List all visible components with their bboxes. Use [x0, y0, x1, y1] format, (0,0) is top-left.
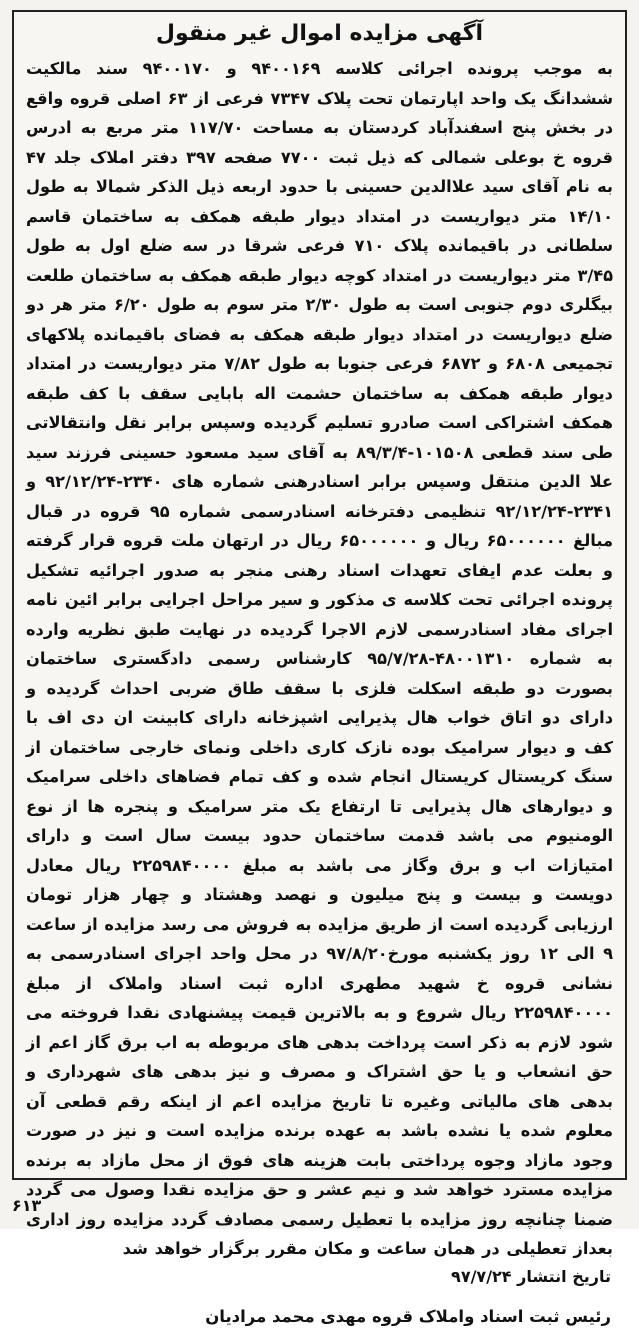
- page-number: ۶۱۳: [12, 1196, 42, 1215]
- notice-title: آگهی مزایده اموال غیر منقول: [155, 21, 484, 46]
- notice-body: به موجب پرونده اجرائی کلاسه ۹۴۰۰۱۶۹ و ۹۴۰۰۱۷۰ سند مالکیت ششدانگ یک واحد اپارتمان تحت پلاک ۷۳۴۷ فرعی از ۶۳ اصلی قروه واقع در بخش پنج اسفندآباد کردستان به مساحت ۱۱۷/۷۰ متر مربع به ادرس قروه خ بوعلی شمالی که ذیل ثبت ۷۷۰۰ صفحه ۳۹۷ دفتر املاک جلد ۴۷ به نام آقای سید علاالدین حسینی با حدود اربعه ذیل الذکر شمالا به طول ۱۴/۱۰ متر دیواریست در امتداد دیوار طبقه همکف به ساختمان قاسم سلطانی در باقیمانده پلاک ۷۱۰ فرعی شرقا در سه ضلع اول به طول ۳/۴۵ متر دیواریست در امتداد کوچه دیوار طبقه همکف به ساختمان طلعت بیگلری دوم جنوبی است به طول ۲/۳۰ متر سوم به طول ۶/۲۰ متر هر دو ضلع دیواریست در امتداد دیوار طبقه همکف به فضای باقیمانده پلاکهای تجمیعی ۶۸۰۸ و ۶۸۷۲ فرعی جنوبا به طول ۷/۸۲ متر دیواریست در امتداد دیوار طبقه همکف به ساختمان حشمت اله بابایی سقف با کف طبقه همکف اشتراکی است صادرو تسلیم گردیده وسپس برابر نقل وانتقالاتی طی سند قطعی ۱۰۱۵۰۸-۸۹/۳/۴ به آقای سید مسعود حسینی فرزند سید علا الدین منتقل وسپس برابر اسنادرهنی شماره های ۲۳۴۰-۹۲/۱۲/۲۴ و ۲۳۴۱-۹۲/۱۲/۲۴ تنظیمی دفترخانه اسنادرسمی شماره ۹۵ قروه در قبال مبالغ ۶۵۰۰۰۰۰۰ ریال و ۶۵۰۰۰۰۰۰ ریال در ارتهان ملت قروه قرار گرفته و بعلت عدم ایفای تعهدات اسناد رهنی منجر به صدور اجرائیه تشکیل پرونده اجرائی تحت کلاسه ی مذکور و سیر مراحل اجرایی برابر ائین نامه اجرای مفاد اسنادرسمی لازم الاجرا گردیده در نهایت طبق نظریه وارده به شماره ۴۸۰۰۱۳۱۰-۹۵/۷/۲۸ کارشناس رسمی دادگستری ساختمان بصورت دو طبقه اسکلت فلزی با سقف طاق ضربی احداث گردیده و دارای دو اتاق خواب هال پذیرایی اشپزخانه دارای کابینت ان دی اف با کف و دیوار سرامیک بوده نازک کاری داخلی ونمای خارجی ساختمان از سنگ کریستال کریستال انجام شده و کف تمام فضاهای داخلی سرامیک و دیوارهای هال پذیرایی تا ارتفاع یک متر سرامیک و پنجره ها از نوع الومنیوم می باشد قدمت ساختمان حدود بیست سال است و دارای امتیازات اب و برق وگاز می باشد به مبلغ ۲۲۵۹۸۴۰۰۰۰ ریال معادل دویست و بیست و پنج میلیون و نهصد وهشتاد و چهار هزار تومان ارزیابی گردیده است از طریق مزایده به فروش می رسد مزایده از ساعت ۹ الی ۱۲ روز یکشنبه مورخ۹۷/۸/۲۰ در محل واحد اجرای اسنادرسمی به نشانی قروه خ شهید مطهری اداره ثبت اسناد واملاک از مبلغ ۲۲۵۹۸۴۰۰۰۰ ریال شروع و به بالاترین قیمت پیشنهادی نقدا فروخته می شود لازم به ذکر است پرداخت بدهی های مربوطه به اب برق گاز اعم از حق انشعاب و یا حق اشتراک و مصرف و نیز بدهی های شهرداری و بدهی های مالیاتی وغیره تا تاریخ مزایده اعم از اینکه رقم قطعی آن معلوم شده یا نشده باشد به عهده برنده مزایده است و نیز در صورت وجود مازاد وجوه پرداختی بابت هزینه های فوق از محل مازاد به برنده مزایده مسترد خواهد شد و نیم عشر و حق مزایده نقدا وصول می گردد ضمنا چنانچه روز مزایده با تعطیل رسمی مصادف گردد مزایده روز اداری بعداز تعطیلی در همان ساعت و مکان مقرر برگزار خواهد شد: [26, 59, 614, 1258]
- publication-date: تاریخ انتشار ۹۷/۷/۲۴: [451, 1266, 611, 1286]
- signature-line: رئیس ثبت اسناد واملاک قروه مهدی محمد مرادیان: [205, 1306, 611, 1326]
